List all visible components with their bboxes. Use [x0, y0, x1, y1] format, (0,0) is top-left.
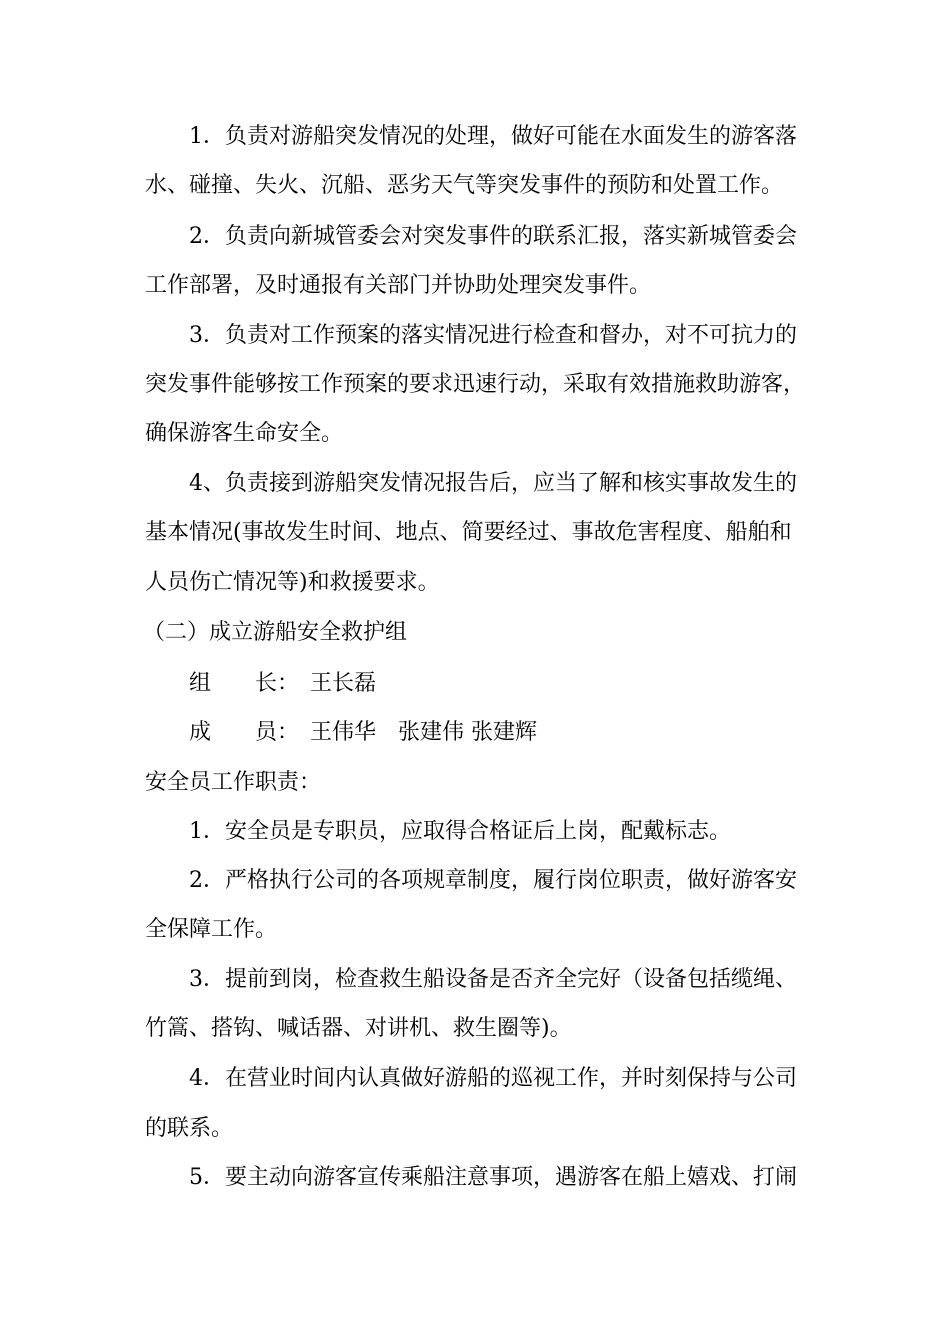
safety-duties-heading: 安全员工作职责： — [145, 770, 322, 795]
duty-2-line-2: 工作部署，及时通报有关部门并协助处理突发事件。 — [145, 273, 652, 298]
duty-3-line-3: 确保游客生命安全。 — [145, 421, 344, 446]
duty-2-line-1: 2．负责向新城管委会对突发事件的联系汇报，落实新城管委会 — [189, 224, 797, 249]
team-leader-line: 组 长： 王长磊 — [189, 671, 377, 696]
safety-duty-2-line-1: 2．严格执行公司的各项规章制度，履行岗位职责，做好游客安 — [189, 868, 797, 893]
safety-duty-3-line-2: 竹篙、搭钩、喊话器、对讲机、救生圈等)。 — [145, 1016, 572, 1041]
duty-3-line-1: 3．负责对工作预案的落实情况进行检查和督办，对不可抗力的 — [189, 323, 797, 348]
duty-3-line-2: 突发事件能够按工作预案的要求迅速行动，采取有效措施救助游客， — [145, 372, 806, 397]
duty-4-line-3: 人员伤亡情况等)和救援要求。 — [145, 570, 440, 595]
safety-duty-5-line-1: 5．要主动向游客宣传乘船注意事项，遇游客在船上嬉戏、打闹 — [189, 1165, 797, 1190]
safety-duty-4-line-1: 4．在营业时间内认真做好游船的巡视工作，并时刻保持与公司 — [189, 1066, 797, 1091]
safety-duty-4-line-2: 的联系。 — [145, 1116, 234, 1141]
safety-duty-1-line-1: 1．安全员是专职员，应取得合格证后上岗，配戴标志。 — [189, 819, 731, 844]
section-heading: （二）成立游船安全救护组 — [143, 620, 408, 645]
duty-4-line-1: 4、负责接到游船突发情况报告后，应当了解和核实事故发生的 — [189, 471, 797, 496]
team-members-line: 成 员： 王伟华 张建伟 张建辉 — [189, 720, 537, 745]
safety-duty-2-line-2: 全保障工作。 — [145, 917, 278, 942]
duty-4-line-2: 基本情况(事故发生时间、地点、简要经过、事故危害程度、船舶和 — [145, 520, 792, 545]
duty-1-line-2: 水、碰撞、失火、沉船、恶劣天气等突发事件的预防和处置工作。 — [145, 173, 784, 198]
safety-duty-3-line-1: 3．提前到岗，检查救生船设备是否齐全完好（设备包括缆绳、 — [189, 967, 797, 992]
duty-1-line-1: 1．负责对游船突发情况的处理，做好可能在水面发生的游客落 — [189, 124, 797, 149]
